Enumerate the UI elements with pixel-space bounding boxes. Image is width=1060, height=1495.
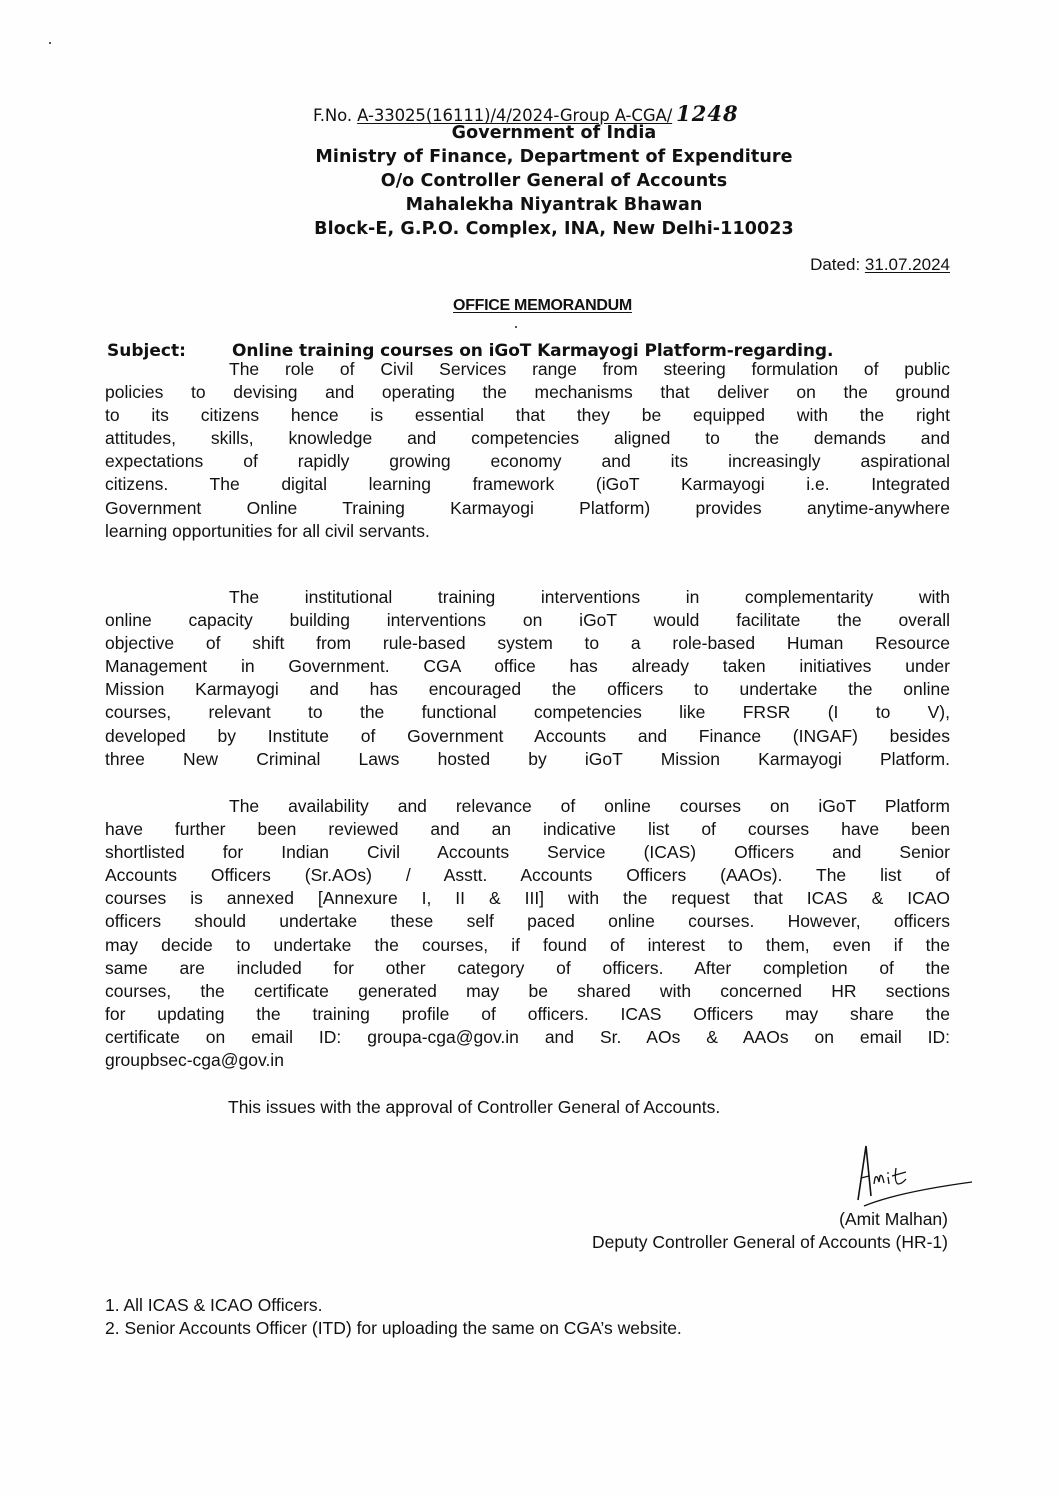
paragraph-line: courses, the certificate generated may be shared with concerned HR sections bbox=[105, 980, 950, 1001]
paragraph-line: The availability and relevance of online courses on iGoT Platform bbox=[229, 796, 950, 816]
paragraph-line: expectations of rapidly growing economy and its increasingly aspirational bbox=[105, 451, 950, 472]
dated-value: 31.07.2024 bbox=[864, 255, 950, 274]
org-building: Mahalekha Niyantrak Bhawan bbox=[405, 195, 703, 215]
dated-label: Dated: bbox=[810, 255, 861, 274]
paragraph-line: attitudes, skills, knowledge and competencies aligned to the demands and bbox=[105, 428, 950, 449]
paragraph-line: same are included for other category of officers. After completion of the bbox=[105, 957, 950, 978]
paragraph-line: Government Online Training Karmayogi Platform) provides anytime-anywhere bbox=[105, 497, 950, 518]
paragraph-line: Accounts Officers (Sr.AOs) / Asstt. Accounts Officers (AAOs). The list of bbox=[105, 865, 950, 886]
paragraph-line: objective of shift from rule-based system to a role-based Human Resource bbox=[105, 633, 950, 654]
distribution-item: 2. Senior Accounts Officer (ITD) for uploading the same on CGA’s website. bbox=[105, 1318, 682, 1338]
org-government: Government of India bbox=[451, 123, 657, 143]
signature-image bbox=[838, 1138, 988, 1208]
signatory-name: (Amit Malhan) bbox=[839, 1209, 948, 1229]
memo-title: OFFICE MEMORANDUM bbox=[453, 297, 632, 314]
paragraph-line: to its citizens hence is essential that they be equipped with the right bbox=[105, 405, 950, 426]
distribution-list bbox=[105, 1294, 682, 1340]
paragraph-line: courses, relevant to the functional competencies like FRSR (I to V), bbox=[105, 702, 950, 723]
paragraph-line: Mission Karmayogi and has encouraged the officers to undertake the online bbox=[105, 679, 950, 700]
date-line bbox=[810, 255, 950, 275]
paragraph-line: Management in Government. CGA office has already taken initiatives under bbox=[105, 656, 950, 677]
paragraph-3 bbox=[105, 795, 950, 1072]
scan-speck bbox=[49, 42, 51, 44]
distribution-item: 1. All ICAS & ICAO Officers. bbox=[105, 1295, 323, 1315]
paragraph-2 bbox=[105, 586, 950, 771]
paragraph-line: groupbsec-cga@gov.in bbox=[105, 1050, 284, 1071]
paragraph-line: developed by Institute of Government Accounts and Finance (INGAF) besides bbox=[105, 725, 950, 746]
paragraph-line: courses is annexed [Annexure I, II & III] with the request that ICAS & ICAO bbox=[105, 888, 950, 909]
file-number-handwritten: 1248 bbox=[676, 101, 739, 126]
org-address: Block-E, G.P.O. Complex, INA, New Delhi-110023 bbox=[314, 219, 794, 239]
paragraph-line: certificate on email ID: groupa-cga@gov.in and Sr. AOs & AAOs on email ID: bbox=[105, 1026, 950, 1047]
approval-statement: This issues with the approval of Controller General of Accounts. bbox=[228, 1097, 721, 1117]
paragraph-line: may decide to undertake the courses, if found of interest to them, even if the bbox=[105, 934, 950, 955]
paragraph-line: officers should undertake these self paced online courses. However, officers bbox=[105, 911, 950, 932]
paragraph-line: policies to devising and operating the mechanisms that deliver on the ground bbox=[105, 382, 950, 403]
paragraph-line: shortlisted for Indian Civil Accounts Service (ICAS) Officers and Senior bbox=[105, 842, 950, 863]
paragraph-1 bbox=[105, 358, 950, 543]
file-number-value: A-33025(16111)/4/2024-Group A-CGA/ bbox=[357, 106, 673, 125]
paragraph-line: three New Criminal Laws hosted by iGoT Mission Karmayogi Platform. bbox=[105, 748, 950, 769]
paragraph-line: The institutional training interventions in complementarity with bbox=[229, 587, 950, 607]
paragraph-line: for updating the training profile of officers. ICAS Officers may share the bbox=[105, 1003, 950, 1024]
paragraph-line: online capacity building interventions on iGoT would facilitate the overall bbox=[105, 610, 950, 631]
scan-speck-center bbox=[515, 326, 517, 328]
org-office: O/o Controller General of Accounts bbox=[380, 171, 728, 191]
paragraph-line: have further been reviewed and an indicative list of courses have been bbox=[105, 819, 950, 840]
org-ministry: Ministry of Finance, Department of Expenditure bbox=[315, 147, 793, 167]
paragraph-line: citizens. The digital learning framework (iGoT Karmayogi i.e. Integrated bbox=[105, 474, 950, 495]
paragraph-line: learning opportunities for all civil servants. bbox=[105, 520, 430, 541]
paragraph-line: The role of Civil Services range from steering formulation of public bbox=[229, 359, 950, 379]
file-number-prefix: F.No. bbox=[313, 106, 352, 125]
subject-text: Online training courses on iGoT Karmayogi Platform-regarding. bbox=[232, 341, 834, 361]
signatory-designation: Deputy Controller General of Accounts (HR-1) bbox=[592, 1232, 948, 1252]
subject-label: Subject: bbox=[107, 341, 186, 361]
